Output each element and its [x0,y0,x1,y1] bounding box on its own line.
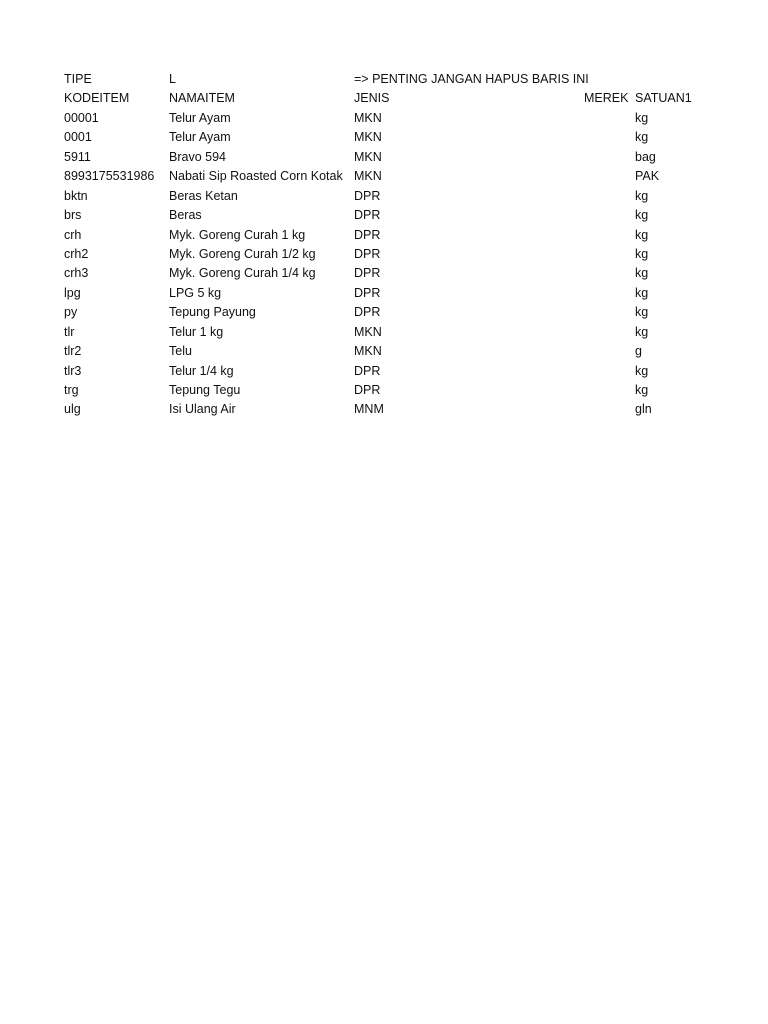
cell-satuan1: kg [635,188,649,203]
cell-kodeitem: lpg [64,285,81,300]
cell-satuan1: gln [635,402,652,417]
cell-kodeitem: trg [64,383,79,397]
cell-namaitem: Tepung Payung [169,305,256,320]
table-row [64,264,744,283]
cell-satuan1: kg [635,246,649,261]
cell-kodeitem: 8993175531986 [64,169,155,184]
header-merek: MEREK [584,91,629,106]
cell-jenis: DPR [354,188,381,203]
type-label: TIPE [64,72,92,86]
cell-jenis: DPR [354,383,381,397]
cell-jenis: DPR [354,305,381,320]
cell-kodeitem: tlr3 [64,363,82,378]
cell-namaitem: Nabati Sip Roasted Corn Kotak [169,169,343,184]
item-sheet [64,70,744,420]
cell-kodeitem: crh3 [64,266,89,281]
item-rows [64,109,744,420]
cell-satuan1: kg [635,227,649,242]
cell-namaitem: Telur Ayam [169,130,231,145]
cell-satuan1: PAK [635,169,660,184]
cell-namaitem: Beras Ketan [169,188,238,203]
cell-satuan1: kg [635,208,649,223]
cell-jenis: DPR [354,363,381,378]
cell-kodeitem: 0001 [64,130,92,145]
cell-jenis: MKN [354,149,382,164]
cell-kodeitem: crh2 [64,246,89,261]
cell-jenis: DPR [354,208,381,223]
table-row [64,342,744,361]
table-row [64,381,744,400]
cell-satuan1: kg [635,363,649,378]
table-row [64,303,744,322]
cell-kodeitem: crh [64,227,82,242]
table-row [64,148,744,167]
cell-satuan1: kg [635,285,649,300]
cell-namaitem: Telur 1 kg [169,324,224,339]
table-row [64,206,744,225]
cell-satuan1: kg [635,266,649,281]
cell-kodeitem: bktn [64,188,88,203]
cell-kodeitem: tlr [64,324,75,339]
type-note: => PENTING JANGAN HAPUS BARIS INI [354,72,589,86]
cell-namaitem: Telur 1/4 kg [169,363,234,378]
cell-kodeitem: tlr2 [64,344,82,359]
table-row [64,128,744,147]
cell-namaitem: Beras [169,208,202,223]
table-row [64,400,744,419]
cell-kodeitem: 00001 [64,110,99,125]
table-row [64,226,744,245]
cell-namaitem: Bravo 594 [169,149,226,164]
cell-namaitem: Myk. Goreng Curah 1/4 kg [169,266,316,281]
header-jenis: JENIS [354,91,390,106]
table-row [64,284,744,303]
cell-namaitem: Telu [169,344,192,359]
type-row [64,70,744,89]
table-row [64,187,744,206]
cell-jenis: MKN [354,130,382,145]
cell-jenis: DPR [354,227,381,242]
cell-kodeitem: py [64,305,78,320]
cell-kodeitem: brs [64,208,82,223]
cell-namaitem: Telur Ayam [169,110,231,125]
cell-jenis: MKN [354,324,382,339]
header-namaitem: NAMAITEM [169,91,235,106]
cell-jenis: DPR [354,285,381,300]
cell-jenis: MKN [354,169,382,184]
cell-namaitem: Tepung Tegu [169,383,241,397]
header-row [64,89,744,108]
cell-satuan1: kg [635,130,649,145]
cell-namaitem: Myk. Goreng Curah 1 kg [169,227,306,242]
cell-jenis: MNM [354,402,384,417]
cell-satuan1: kg [635,383,649,397]
type-value: L [169,72,176,86]
table-row [64,109,744,128]
cell-satuan1: kg [635,305,649,320]
header-kodeitem: KODEITEM [64,91,130,106]
cell-namaitem: Myk. Goreng Curah 1/2 kg [169,246,316,261]
cell-satuan1: g [635,344,642,359]
cell-satuan1: bag [635,149,656,164]
cell-namaitem: LPG 5 kg [169,285,222,300]
cell-satuan1: kg [635,324,649,339]
table-row [64,245,744,264]
cell-namaitem: Isi Ulang Air [169,402,236,417]
cell-jenis: MKN [354,110,382,125]
cell-kodeitem: 5911 [64,149,91,164]
cell-kodeitem: ulg [64,402,81,417]
table-row [64,167,744,186]
cell-jenis: DPR [354,246,381,261]
cell-satuan1: kg [635,110,649,125]
cell-jenis: DPR [354,266,381,281]
header-satuan1: SATUAN1 [635,91,692,106]
table-row [64,323,744,342]
cell-jenis: MKN [354,344,382,359]
table-row [64,362,744,381]
